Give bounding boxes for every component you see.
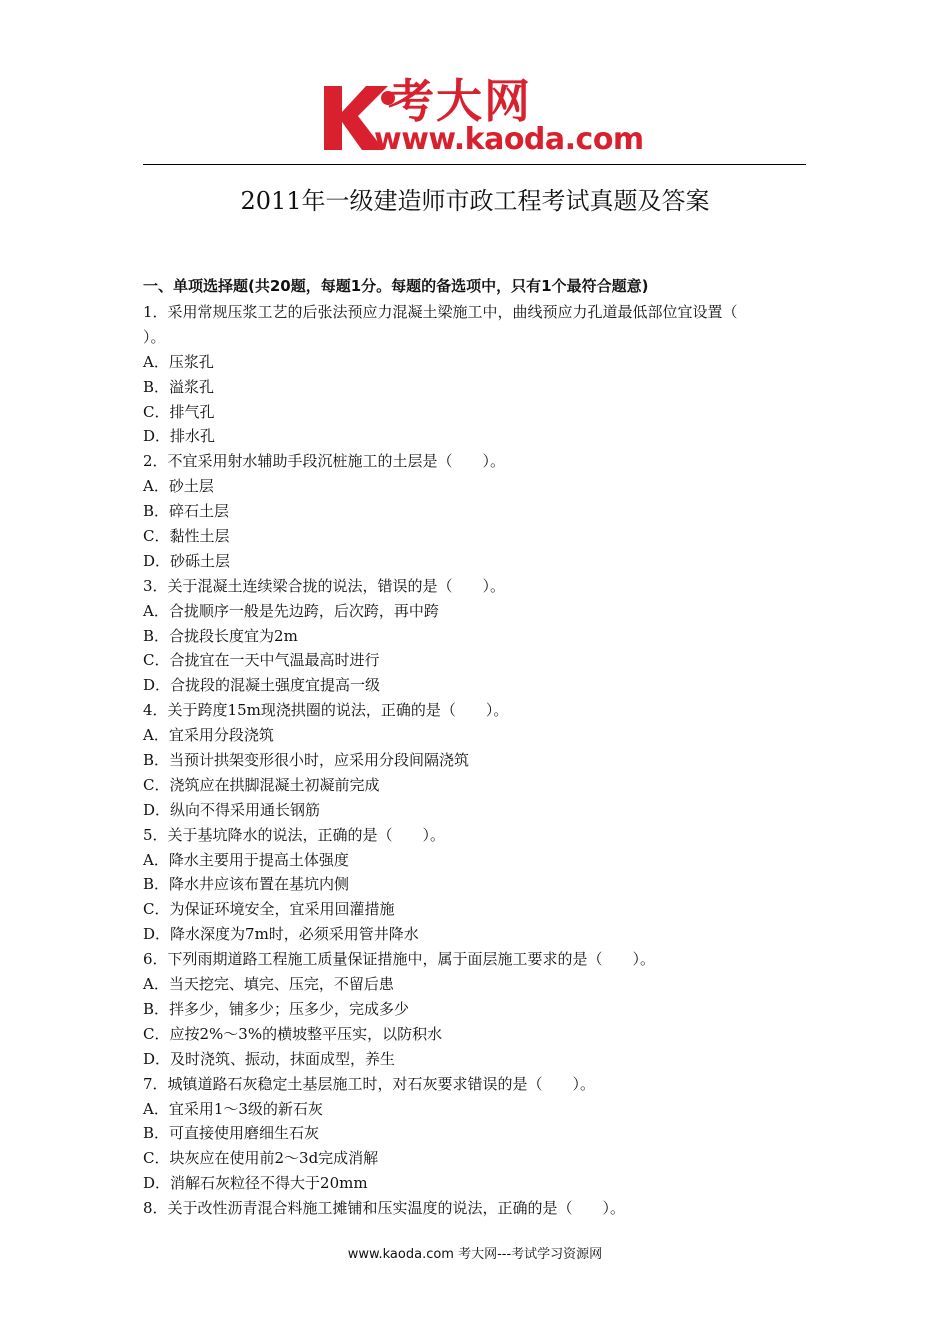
question-line: 6．下列雨期道路工程施工质量保证措施中，属于面层施工要求的是（ ）。	[143, 950, 656, 969]
question-line: B．拌多少，铺多少；压多少，完成多少	[143, 999, 410, 1018]
header-divider	[143, 164, 806, 165]
question-line: D．排水孔	[143, 427, 216, 446]
question-line: C．排气孔	[143, 402, 215, 421]
question-line: B．降水井应该布置在基坑内侧	[143, 875, 350, 894]
kaoda-logo	[318, 74, 644, 160]
question-line: B．可直接使用磨细生石灰	[143, 1124, 320, 1143]
question-line: C．为保证环境安全，宜采用回灌措施	[143, 900, 395, 919]
question-line: 7．城镇道路石灰稳定土基层施工时，对石灰要求错误的是（ ）。	[143, 1074, 596, 1093]
question-line: 5．关于基坑降水的说法，正确的是（ ）。	[143, 825, 446, 844]
question-line: A．砂土层	[143, 477, 214, 496]
question-line: 4．关于跨度15m现浇拱圈的说法，正确的是（ ）。	[143, 701, 509, 720]
question-line: B．合拢段长度宜为2m	[143, 626, 298, 645]
question-line: A．宜采用分段浇筑	[143, 726, 274, 745]
question-line: A．当天挖完、填完、压完，不留后患	[143, 975, 394, 994]
question-line: 8．关于改性沥青混合料施工摊铺和压实温度的说法，正确的是（ ）。	[143, 1199, 626, 1218]
question-line: D．砂砾土层	[143, 551, 231, 570]
question-line: B．碎石土层	[143, 502, 230, 521]
document-title: 2011年一级建造师市政工程考试真题及答案	[240, 187, 710, 215]
question-line: 1．采用常规压浆工艺的后张法预应力混凝土梁施工中，曲线预应力孔道最低部位宜设置（	[143, 303, 738, 321]
question-line: C．浇筑应在拱脚混凝土初凝前完成	[143, 775, 380, 794]
question-line: D．合拢段的混凝土强度宜提高一级	[143, 676, 381, 695]
question-line: C．应按2%～3%的横坡整平压实，以防积水	[143, 1024, 443, 1043]
question-line: A．压浆孔	[143, 352, 214, 371]
question-line: 3．关于混凝土连续梁合拢的说法，错误的是（ ）。	[143, 576, 506, 595]
question-line: 2．不宜采用射水辅助手段沉桩施工的土层是（ ）。	[143, 452, 506, 471]
logo-chinese-text: 考大网	[388, 74, 532, 128]
question-line: A．宜采用1～3级的新石灰	[143, 1099, 323, 1118]
question-list	[143, 300, 813, 1221]
section-heading: 一、单项选择题(共20题，每题1分。每题的备选项中，只有1个最符合题意)	[143, 277, 649, 295]
question-line: B．溢浆孔	[143, 377, 215, 396]
question-line: A．降水主要用于提高土体强度	[143, 850, 349, 869]
question-line: ）。	[143, 327, 166, 346]
question-line: C．黏性土层	[143, 527, 230, 546]
question-line: C．合拢宜在一天中气温最高时进行	[143, 651, 380, 670]
question-line: D．降水深度为7m时，必须采用管井降水	[143, 925, 419, 944]
question-line: A．合拢顺序一般是先边跨，后次跨，再中跨	[143, 601, 439, 620]
page-footer: www.kaoda.com 考大网---考试学习资源网	[347, 1247, 603, 1262]
question-line: D．及时浇筑、振动，抹面成型，养生	[143, 1049, 396, 1068]
question-line: D．纵向不得采用通长钢筋	[143, 800, 321, 819]
logo-url-text: www.kaoda.com	[374, 122, 644, 157]
question-line: B．当预计拱架变形很小时，应采用分段间隔浇筑	[143, 751, 470, 770]
question-line: D．消解石灰粒径不得大于20mm	[143, 1174, 368, 1193]
question-line: C．块灰应在使用前2～3d完成消解	[143, 1149, 379, 1168]
